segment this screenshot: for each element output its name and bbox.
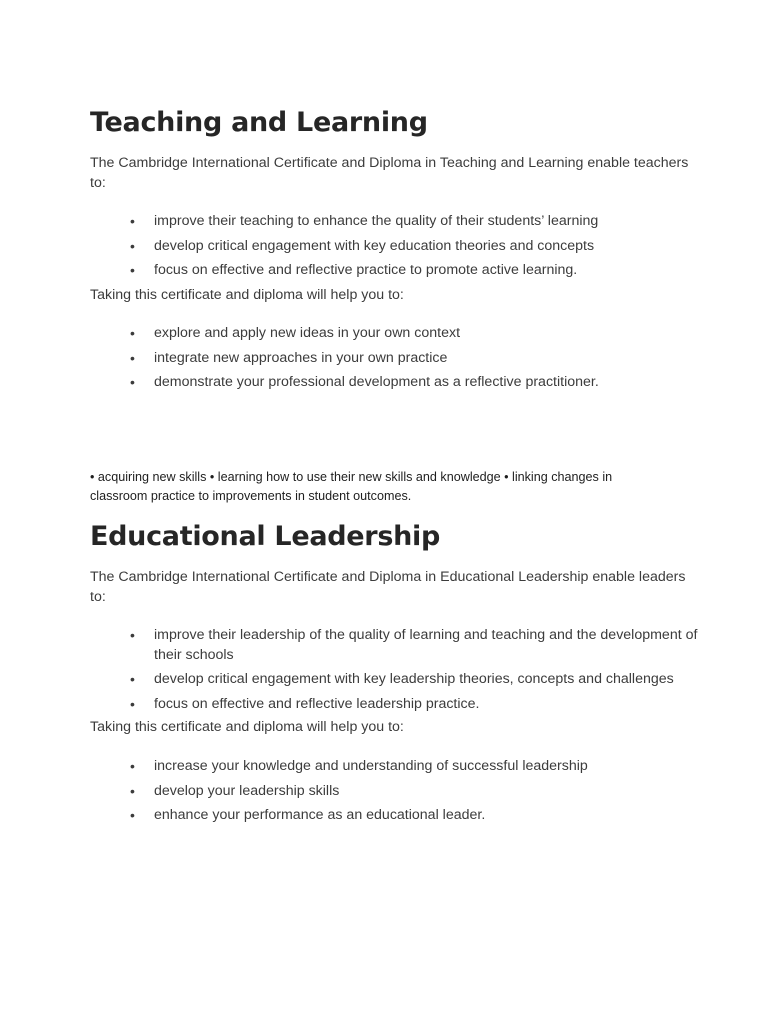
- bullet-list: [90, 625, 700, 718]
- list-item-text: demonstrate your professional development as a reflective practitioner.: [154, 374, 599, 390]
- list-item: [90, 211, 690, 236]
- section-title-educational-leadership: Educational Leadership: [90, 521, 440, 552]
- bullet-icon: •: [130, 627, 135, 643]
- list-item: [90, 372, 690, 397]
- list-item-text: develop your leadership skills: [154, 782, 340, 799]
- list-item: [90, 756, 690, 781]
- bullet-icon: •: [130, 695, 135, 712]
- bullet-icon: •: [130, 325, 135, 341]
- bullet-icon: •: [130, 374, 135, 390]
- bullet-list: [90, 323, 690, 397]
- section-lead-paragraph: Taking this certificate and diploma will help you to:: [90, 287, 404, 303]
- bullet-icon: •: [130, 213, 135, 229]
- list-item-text: integrate new approaches in your own practice: [154, 349, 448, 366]
- list-item: [90, 625, 700, 669]
- bullet-icon: •: [130, 807, 135, 823]
- list-item-text: focus on effective and reflective practice to promote active learning.: [154, 262, 578, 278]
- bullet-icon: •: [130, 782, 135, 799]
- list-item: [90, 669, 700, 694]
- list-item-text: develop critical engagement with key leadership theories, concepts and challenges: [154, 671, 674, 687]
- bullet-icon: •: [130, 237, 135, 254]
- bullet-icon: •: [130, 671, 135, 687]
- list-item: [90, 236, 690, 261]
- bullet-icon: •: [130, 262, 135, 278]
- list-item: [90, 805, 690, 830]
- list-item: [90, 260, 690, 285]
- bullet-list: [90, 756, 690, 830]
- bullet-list: [90, 211, 690, 285]
- bullet-icon: •: [130, 758, 135, 774]
- bullet-icon: •: [130, 349, 135, 366]
- list-item: [90, 781, 690, 806]
- section-intro-paragraph: The Cambridge International Certificate and Diploma in Educational Leadership enable leaders to:: [90, 569, 686, 605]
- section-lead-paragraph: Taking this certificate and diploma will help you to:: [90, 719, 404, 735]
- section-intro-paragraph: The Cambridge International Certificate and Diploma in Teaching and Learning enable teachers to:: [90, 155, 689, 191]
- section-title-teaching-learning: Teaching and Learning: [90, 107, 428, 138]
- list-item-text: focus on effective and reflective leadership practice.: [154, 695, 480, 712]
- list-item: [90, 694, 700, 719]
- list-item: [90, 348, 690, 373]
- skills-note: • acquiring new skills • learning how to use their new skills and knowledge • linking changes in classroom practice to improvements in student outcomes.: [90, 470, 613, 503]
- list-item: [90, 323, 690, 348]
- list-item-text: increase your knowledge and understanding of successful leadership: [154, 758, 588, 774]
- list-item-text: develop critical engagement with key education theories and concepts: [154, 237, 595, 254]
- list-item-text: explore and apply new ideas in your own context: [154, 325, 461, 341]
- list-item-text: enhance your performance as an educational leader.: [154, 807, 486, 823]
- list-item-text: improve their teaching to enhance the quality of their students’ learning: [154, 213, 599, 229]
- list-item-text: improve their leadership of the quality of learning and teaching and the development of their schools: [154, 627, 698, 663]
